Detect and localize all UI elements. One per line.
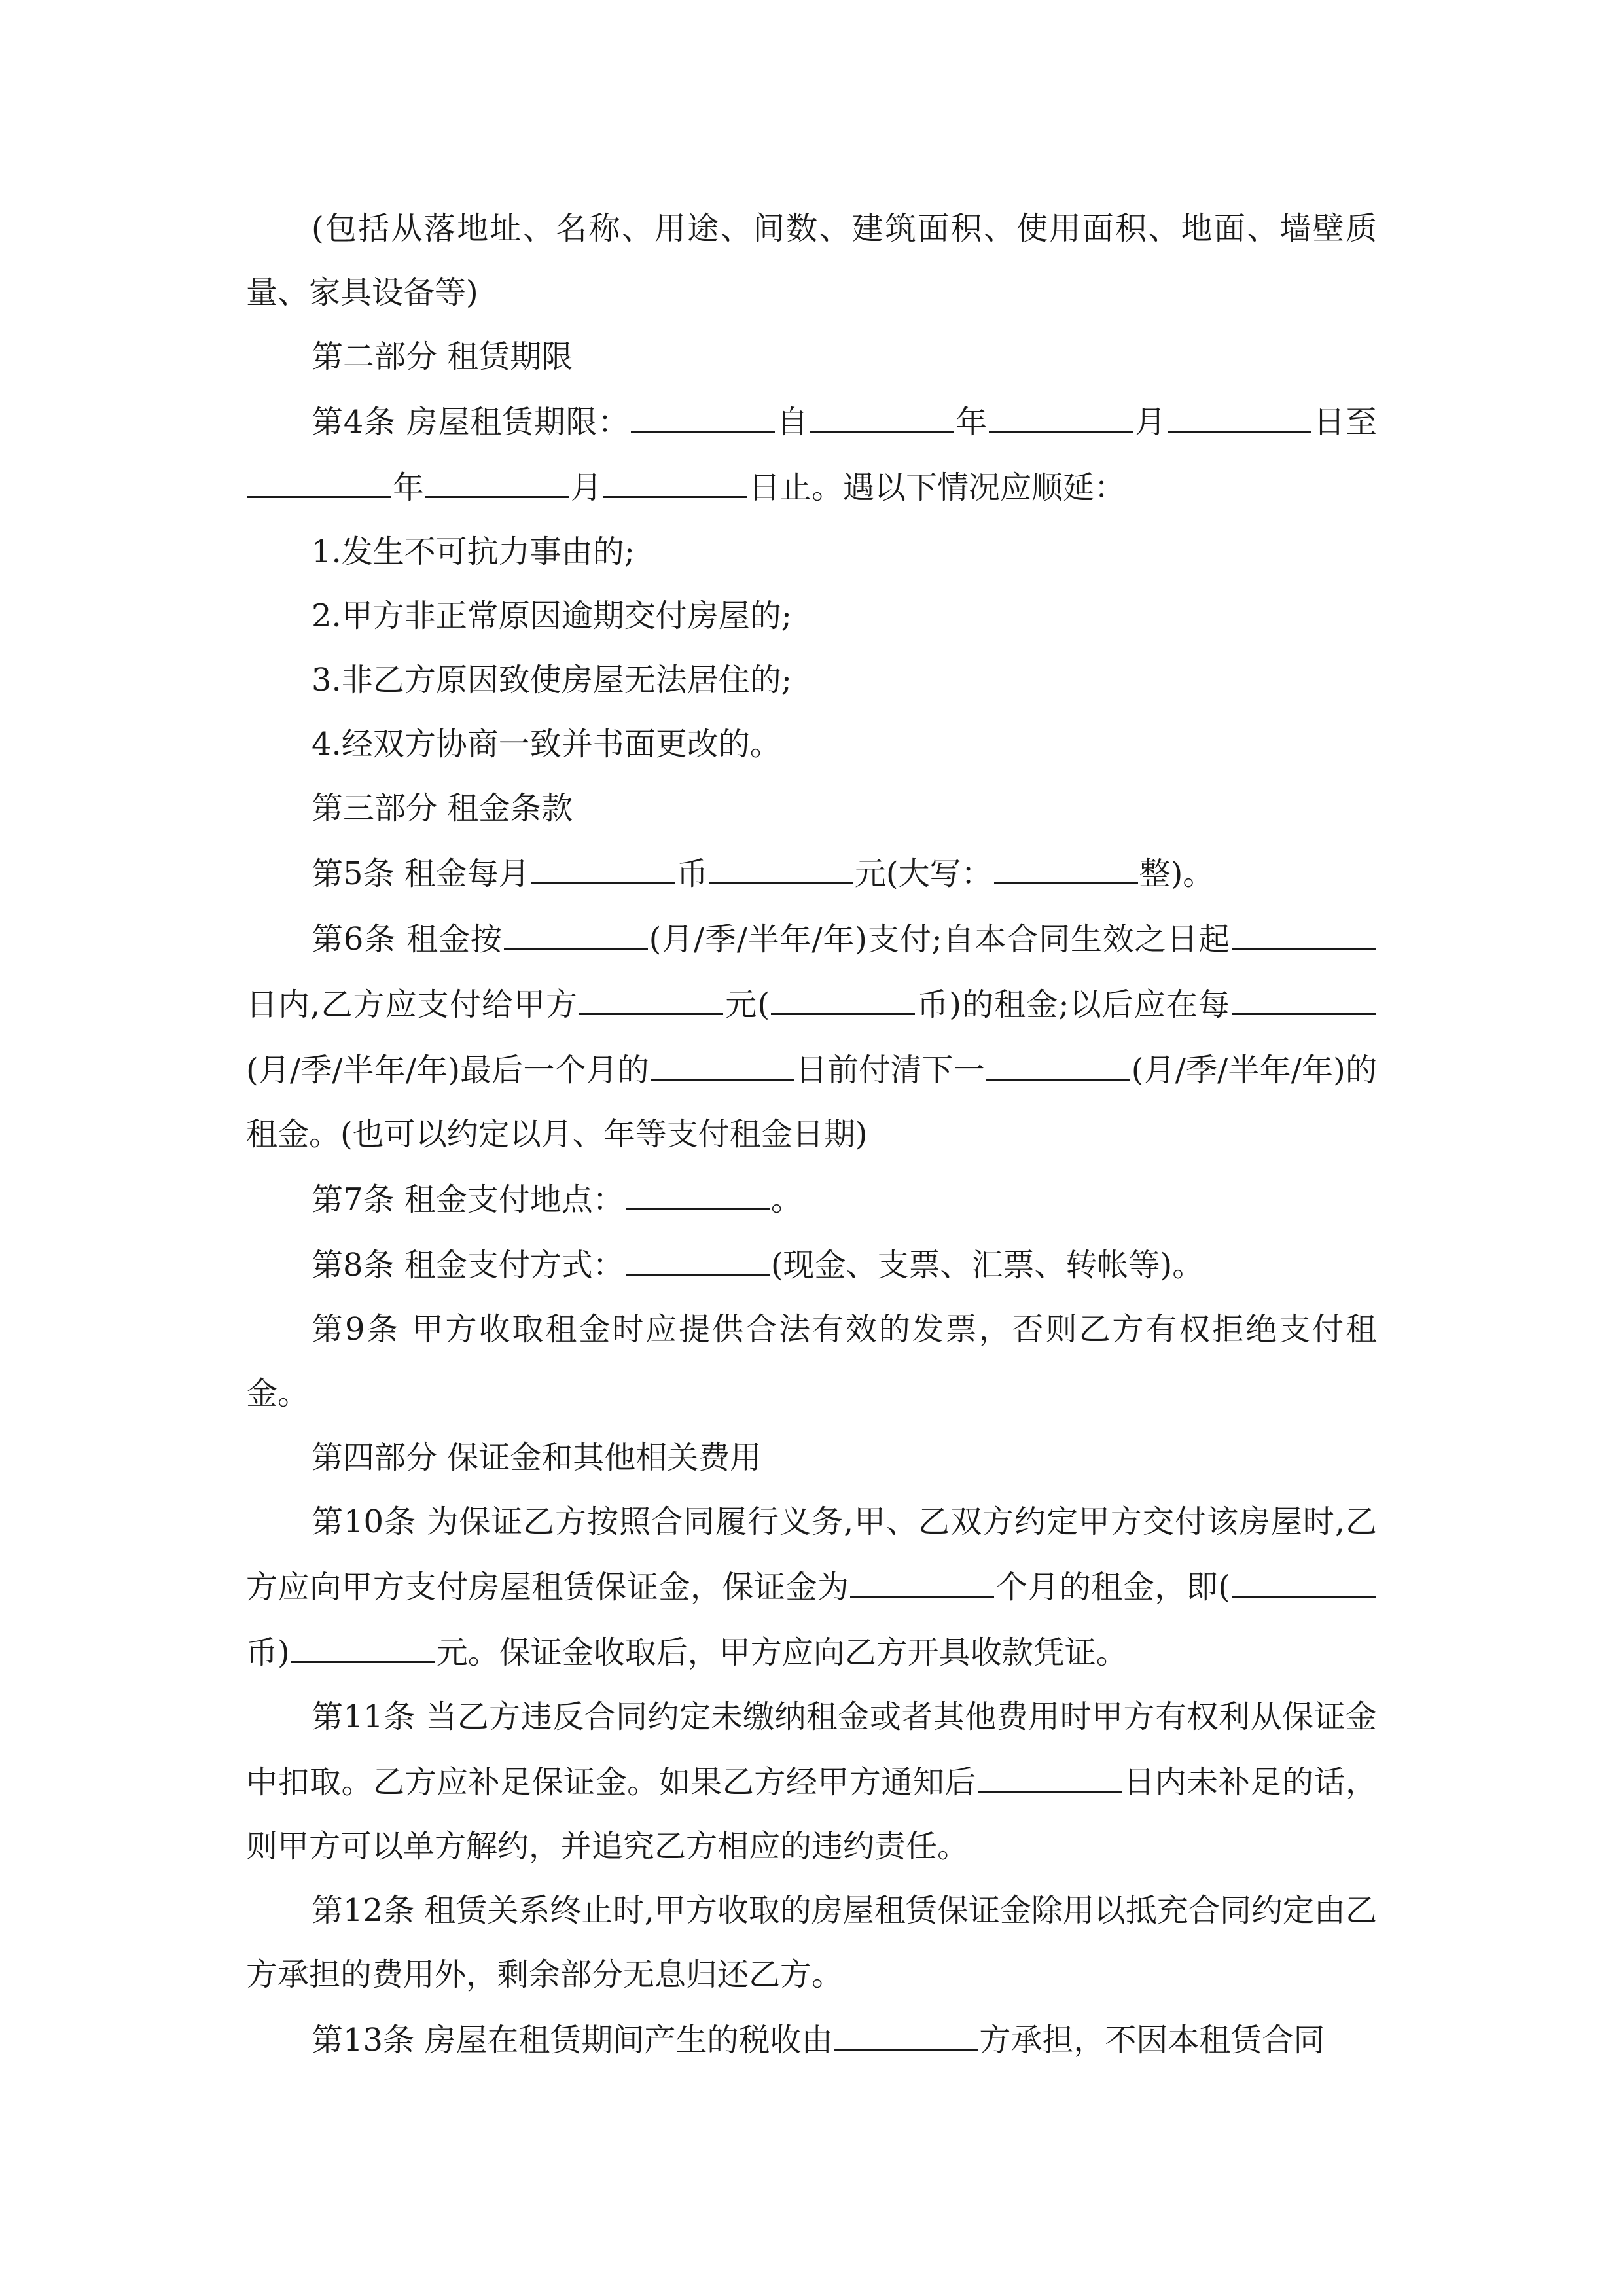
article-12: 第12条 租赁关系终止时,甲方收取的房屋租赁保证金除用以抵充合同约定由乙方承担的费用外，剩余部分无息归还乙方。 xyxy=(246,1892,1377,1993)
section-heading-lease-term: 第二部分 租赁期限 xyxy=(312,338,573,375)
blank-field[interactable] xyxy=(1232,906,1376,950)
blank-field[interactable] xyxy=(994,840,1138,884)
blank-field[interactable] xyxy=(1232,971,1376,1015)
blank-field[interactable] xyxy=(531,840,675,884)
article-6: 第6条 租金按 (月/季/半年/年)支付;自本合同生效之日起日内,乙方应支付给甲方 元( 币)的租金;以后应在每(月/季/半年/年)最后一个月的 日前付清下一 (月/季/半年/年)的租金。(也可以约定以月、年等支付租金日期) xyxy=(246,906,1377,1166)
blank-field[interactable] xyxy=(291,1619,435,1663)
blank-field[interactable] xyxy=(978,1749,1122,1793)
premises-description: (包括从落地址、名称、用途、间数、建筑面积、使用面积、地面、墙壁质量、家具设备等) xyxy=(246,210,1377,311)
blank-field[interactable] xyxy=(631,389,775,433)
blank-field[interactable] xyxy=(771,971,915,1015)
blank-field[interactable] xyxy=(626,1232,770,1276)
blank-field[interactable] xyxy=(1168,389,1311,433)
blank-field[interactable] xyxy=(834,2007,978,2051)
article-5: 第5条 租金每月 币 元(大写： 整)。 xyxy=(246,840,1377,906)
blank-field[interactable] xyxy=(626,1166,770,1210)
article-7: 第7条 租金支付地点： 。 xyxy=(246,1166,1377,1232)
blank-field[interactable] xyxy=(247,454,391,498)
blank-field[interactable] xyxy=(850,1554,994,1598)
blank-field[interactable] xyxy=(425,454,569,498)
article-8: 第8条 租金支付方式： (现金、支票、汇票、转帐等)。 xyxy=(246,1232,1377,1297)
blank-field[interactable] xyxy=(603,454,747,498)
list-item-2: 2.甲方非正常原因逾期交付房屋的; xyxy=(312,598,792,634)
article-4: 第4条 房屋租赁期限： 自 年 月 日至年 月 日止。遇以下情况应顺延： xyxy=(246,389,1377,520)
blank-field[interactable] xyxy=(986,1037,1130,1081)
article-10: 第10条 为保证乙方按照合同履行义务,甲、乙双方约定甲方交付该房屋时,乙方应向甲方支付房屋租赁保证金，保证金为 个月的租金，即(币) 元。保证金收取后，甲方应向乙方开具收款凭证。 xyxy=(246,1503,1377,1671)
article-11: 第11条 当乙方违反合同约定未缴纳租金或者其他费用时甲方有权利从保证金中扣取。乙方应补足保证金。如果乙方经甲方通知后 日内未补足的话，则甲方可以单方解约，并追究乙方相应的违约责任。 xyxy=(246,1698,1377,1865)
blank-field[interactable] xyxy=(810,389,954,433)
list-item-3: 3.非乙方原因致使房屋无法居住的; xyxy=(312,662,792,698)
article-9: 第9条 甲方收取租金时应提供合法有效的发票，否则乙方有权拒绝支付租金。 xyxy=(246,1311,1377,1412)
blank-field[interactable] xyxy=(579,971,723,1015)
article-13: 第13条 房屋在租赁期间产生的税收由 方承担，不因本租赁合同 xyxy=(246,2007,1377,2072)
blank-field[interactable] xyxy=(651,1037,794,1081)
section-heading-rent: 第三部分 租金条款 xyxy=(312,790,573,827)
section-heading-deposit: 第四部分 保证金和其他相关费用 xyxy=(312,1439,762,1476)
blank-field[interactable] xyxy=(504,906,648,950)
blank-field[interactable] xyxy=(709,840,853,884)
document-page xyxy=(246,196,1377,2072)
blank-field[interactable] xyxy=(1232,1554,1376,1598)
list-item-1: 1.发生不可抗力事由的; xyxy=(312,533,635,570)
list-item-4: 4.经双方协商一致并书面更改的。 xyxy=(312,726,781,762)
blank-field[interactable] xyxy=(989,389,1133,433)
